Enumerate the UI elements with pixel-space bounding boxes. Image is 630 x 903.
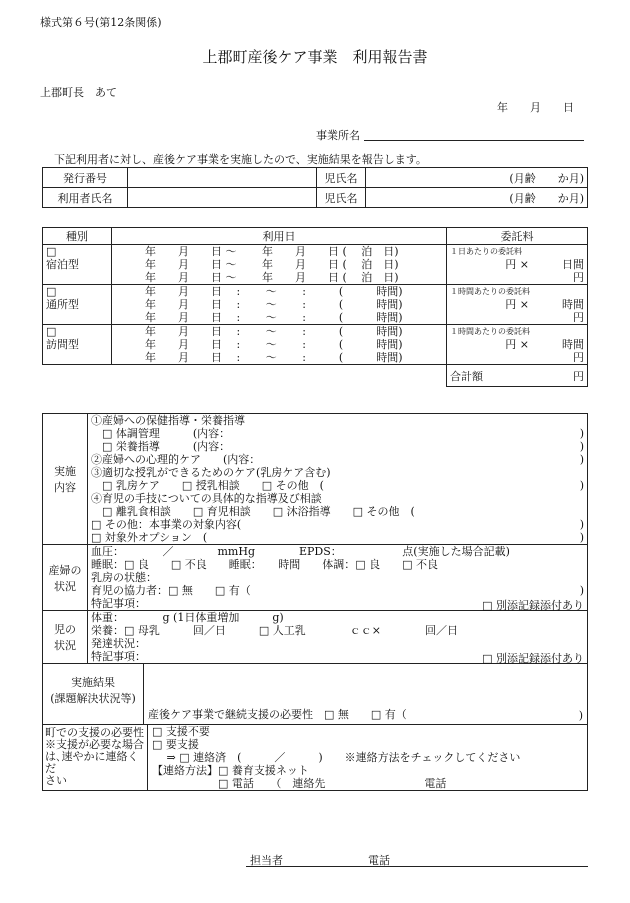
page-title: 上郡町産後ケア事業 利用報告書 [202, 48, 428, 66]
support-label: 町での支援の必要性 ※支援が必要な場合 は､速やかに連絡くだ さい [43, 725, 148, 790]
stay-row[interactable]: 年 月 日 ～ 年 月 日 ( 泊 日) [145, 245, 399, 258]
day-row[interactable]: 年 月 日 : ～ : ( 時間) [145, 298, 403, 311]
day-fee-total[interactable]: 円 [573, 311, 584, 324]
day-row[interactable]: 年 月 日 : ～ : ( 時間) [145, 311, 403, 324]
content-item[interactable]: □ その他：本事業の対象内容( [91, 518, 242, 531]
support-item[interactable]: □ 電話 （ 連絡先 電話 [152, 777, 447, 790]
office-label: 事業所名 [316, 129, 360, 142]
user-name-field[interactable] [128, 188, 317, 208]
content-item: ④育児の手技についての具体的な指導及び相談 [91, 492, 322, 505]
stay-label: 宿泊型 [46, 258, 79, 271]
mother-item[interactable]: 特記事項： [91, 597, 146, 610]
addressee: 上郡町長 あて [40, 86, 117, 99]
usage-table [42, 227, 588, 387]
office-name-field[interactable] [364, 140, 584, 141]
child-age-field[interactable]: (月齢 か月) [366, 168, 588, 188]
close-paren: ) [579, 427, 584, 440]
continue-support-checkbox[interactable]: 産後ケア事業で継続支援の必要性 □ 無 □ 有（ [148, 708, 407, 721]
visit-row[interactable]: 年 月 日 : ～ : ( 時間) [145, 325, 403, 338]
day-fee-head: １時間あたりの委託料 [450, 287, 530, 296]
mother-item[interactable]: 血圧： ／ mmHg EPDS： 点(実施した場合記載) [91, 545, 510, 558]
close-paren: ) [579, 453, 584, 466]
day-label: 通所型 [46, 298, 79, 311]
child-label: 児の 状況 [43, 611, 88, 664]
date-line[interactable]: 年 月 日 [497, 101, 574, 114]
mother-attach-checkbox[interactable]: □ 別添記録添付あり [482, 599, 584, 612]
visit-fee-head: １時間あたりの委託料 [450, 327, 530, 336]
intro-text: 下記利用者に対し、産後ケア事業を実施したので、実施結果を報告します。 [54, 153, 427, 166]
child-item[interactable]: 特記事項： [91, 650, 146, 663]
support-item[interactable]: 【連絡方法】□ 養育支援ネット [152, 764, 309, 777]
visit-label: 訪問型 [46, 338, 79, 351]
visit-row[interactable]: 年 月 日 : ～ : ( 時間) [145, 338, 403, 351]
content-item: ①産婦への保健指導・栄養指導 [91, 414, 245, 427]
support-item[interactable]: ⇒ □ 連絡済 ( ／ ) ※連絡方法をチェックしてください [152, 751, 521, 764]
visit-fee-total[interactable]: 円 [573, 351, 584, 364]
person-label: 担当者 [250, 854, 283, 867]
total-field[interactable]: 円 [573, 369, 584, 383]
content-item[interactable]: ②産婦への心理的ケア (内容： [91, 453, 261, 466]
child-item[interactable]: 栄養：□ 母乳 回／日 □ 人工乳 ｃｃ× 回／日 [91, 624, 458, 637]
child-age-field-2[interactable]: (月齢 か月) [366, 188, 588, 208]
child-name-label: 児氏名 [317, 168, 366, 188]
content-item: ③適切な授乳ができるためのケア(乳房ケア含む) [91, 466, 331, 479]
visit-fee-rate[interactable]: 円 × 時間 [505, 338, 584, 351]
day-fee-rate[interactable]: 円 × 時間 [505, 298, 584, 311]
issue-no-label: 発行番号 [43, 168, 128, 188]
content-label: 実施 内容 [43, 414, 88, 545]
col-fee: 委託料 [447, 228, 588, 245]
stay-row[interactable]: 年 月 日 ～ 年 月 日 ( 泊 日) [145, 258, 399, 271]
day-checkbox[interactable]: □ [46, 285, 57, 298]
phone-label: 電話 [368, 854, 390, 867]
content-item[interactable]: □ 栄養指導 (内容： [91, 440, 231, 453]
child-name-label-2: 児氏名 [317, 188, 366, 208]
day-row[interactable]: 年 月 日 : ～ : ( 時間) [145, 285, 403, 298]
stay-fee-head: １日あたりの委託料 [450, 247, 522, 256]
close-paren: ) [579, 479, 584, 492]
mother-item[interactable]: 睡眠：□ 良 □ 不良 睡眠： 時間 体調：□ 良 □ 不良 [91, 558, 439, 571]
content-item[interactable]: □ 離乳食相談 □ 育児相談 □ 沐浴指導 □ その他 ( [91, 505, 415, 518]
visit-row[interactable]: 年 月 日 : ～ : ( 時間) [145, 351, 403, 364]
support-item[interactable]: □ 要支援 [152, 738, 199, 751]
mother-label: 産婦の 状況 [43, 545, 88, 611]
child-item[interactable]: 体重： g (1日体重増加 g) [91, 611, 284, 624]
user-name-label: 利用者氏名 [43, 188, 128, 208]
content-item[interactable]: □ 対象外オプション ( [91, 531, 208, 544]
form-number: 様式第６号(第12条関係) [40, 16, 162, 29]
content-item[interactable]: □ 乳房ケア □ 授乳相談 □ その他 ( [91, 479, 324, 492]
close-paren: ) [579, 584, 584, 597]
stay-fee-rate[interactable]: 円 × 日間 [505, 258, 584, 271]
col-date: 利用日 [112, 228, 447, 245]
issue-no-field[interactable] [128, 168, 317, 188]
close-paren: ) [578, 709, 583, 722]
close-paren: ) [579, 531, 584, 544]
child-attach-checkbox[interactable]: □ 別添記録添付あり [482, 652, 584, 665]
total-label: 合計額 [450, 369, 483, 383]
mother-item[interactable]: 育児の協力者：□ 無 □ 有（ [91, 584, 251, 597]
close-paren: ) [579, 440, 584, 453]
support-item[interactable]: □ 支援不要 [152, 725, 210, 738]
stay-row[interactable]: 年 月 日 ～ 年 月 日 ( 泊 日) [145, 271, 399, 284]
stay-fee-total[interactable]: 円 [573, 271, 584, 284]
signature-line[interactable] [246, 866, 588, 867]
mother-item[interactable]: 乳房の状態： [91, 571, 157, 584]
col-type: 種別 [43, 228, 112, 245]
child-item[interactable]: 発達状況： [91, 637, 146, 650]
close-paren: ) [579, 518, 584, 531]
user-info-table [42, 167, 588, 208]
report-table [42, 413, 588, 791]
stay-checkbox[interactable]: □ [46, 245, 57, 258]
result-label: 実施結果 (課題解決状況等) [43, 664, 144, 724]
content-item[interactable]: □ 体調管理 (内容： [91, 427, 231, 440]
visit-checkbox[interactable]: □ [46, 325, 57, 338]
